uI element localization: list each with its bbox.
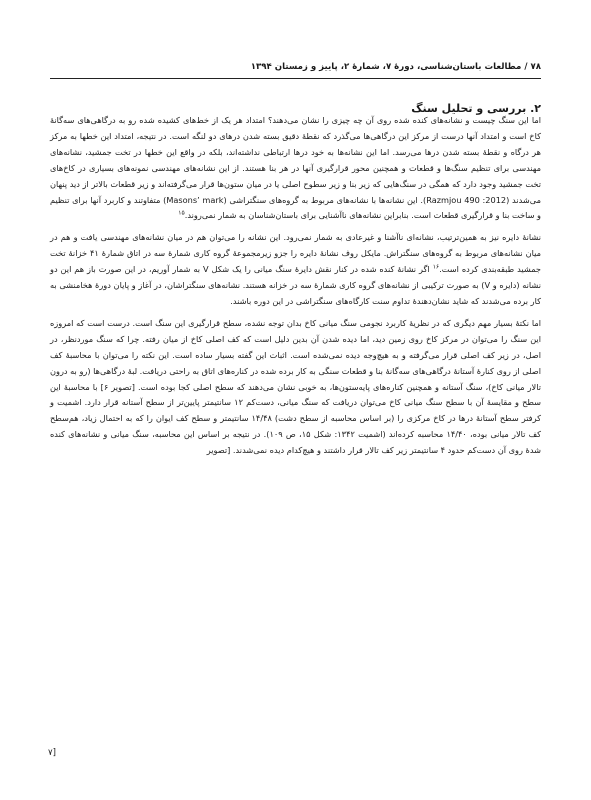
body-text <box>50 113 541 465</box>
paragraph-2 <box>50 230 541 310</box>
paragraph-1-text-b: 490 :2012). این نشانه‌ها با نشانه‌های مربوط به گروه‌های سنگتراشی (Masons’ mark) متفاوتند و کاربرد آنها برای تنظیم و ساخت بنا و قرارگیری قطعات است. بنابراین نشانه‌های ناآشنایی برای باستان‌شناسان به شمار نمی‌روند. <box>50 194 541 221</box>
paragraph-2-text-a: نشانهٔ دایره نیز به همین‌ترتیب، نشانه‌ای ناآشنا و غیرعادی به شمار نمی‌رود. این نشانه را می‌توان هم در میان نشانه‌های مهندسی یافت و هم در میان نشانه‌های مربوط به گروه‌های سنگتراش. مایکل روف نشانهٔ دایره را جزو زیرمجموعهٔ گروه کاری شمارهٔ سه در اتاق شمارهٔ ۴۱ خزانهٔ تخت جمشید طبقه‌بندی کرده است. <box>50 232 541 275</box>
paragraph-1 <box>50 113 541 224</box>
paragraph-3 <box>50 316 541 459</box>
running-header: ۷۸ / مطالعات باستان‌شناسی، دورهٔ ۷، شمارهٔ ۲، پاییز و زمستان ۱۳۹۴ <box>250 62 541 72</box>
paragraph-1-text-a: اما این سنگ چیست و نشانه‌های کنده شده روی آن چه چیزی را نشان می‌دهند؟ امتداد هر یک از خط‌های کشیده شده رو به درگاهی‌های سه‌گانهٔ کاخ است و امتداد آنها درست از مرکز این درگاهی‌ها می‌گذرد که نقطهٔ دقیق بسته شدن درهای دو لنگه است. در نتیجه، امتداد این خطها به مرکز هر درگاه و نقطهٔ بسته شدن درها می‌رسد. اما این نشانه‌ها به خود درها ارتباطی نداشته‌اند، بلکه در واقع این خطها در تخت جمشید، نشانه‌های مهندسی برای تنظیم سنگ‌ها و قطعات و همچنین محور قرارگیری آنها در هر بنا هستند. از این نشانه‌های مهندسی نمونه‌های بسیاری در کاخ‌های تخت جمشید وجود دارد که همگی در سنگ‌هایی که زیر بنا و زیر سطوح اصلی یا در میان ستون‌ها قرار می‌گرفته‌اند و زیر قطعات بالاتر از دید پنهان می‌شدند (Razmjou <box>50 115 541 205</box>
section-heading: ۲. بررسی و تحلیل سنگ <box>411 102 541 116</box>
header-divider <box>50 78 541 79</box>
footnote-marker-16[interactable]: ۱۶ <box>432 263 440 271</box>
footnote-marker-15[interactable]: ۱۵ <box>178 209 185 217</box>
paragraph-3-text: اما نکتهٔ بسیار مهم دیگری که در نظریهٔ کاربرد نجومی سنگ میانی کاخ بدان توجه نشده، سطح قرارگیری این سنگ است. درست است که امروزه این سنگ را می‌توان در مرکز کاخ روی زمین دید، اما دیده شدن آن بدین دلیل است که کف اصلی کاخ از میان رفته. چرا که سنگ موردنظر، در اصل، در زیر کف اصلی قرار می‌گرفته و به هیچ‌وجه دیده نمی‌شده است. اثبات این گفته بسیار ساده است. این نکته را می‌توان با محاسبهٔ کف اصلی از روی کنارهٔ آستانهٔ درگاهی‌های سه‌گانهٔ بنا و قطعات سنگی به کار برده شده در کناره‌های اتاق به راحتی دریافت. لبهٔ درگاهی‌ها (رو به درون تالار میانی کاخ)، سنگ آستانه و همچنین کناره‌های پایه‌ستون‌ها، به خوبی نشان می‌دهند که سطح اصلی کجا بوده است. [تصویر ۶] با محاسبهٔ این سطح و مقایسهٔ آن با سطح سنگ میانی کاخ می‌توان دریافت که سنگ میانی، دست‌کم ۱۲ سانتیمتر پایین‌تر از سطح آستانه قرار دارد. اشمیت و کرفتر سطح آستانهٔ درها در کاخ مرکزی را (بر اساس محاسبه از سطح دشت) ۱۴/۴۸ سانتیمتر و سطح کف ایوان را که به احتمال زیاد، هم‌سطح کف تالار میانی بوده، ۱۴/۴۰ محاسبه کرده‌اند (اشمیت ۱۳۴۲: شکل ۱۵، ص ۱۰۹). در نتیجه بر اساس این محاسبه، سنگ میانی و نشانه‌های کنده شدهٔ روی آن دست‌کم حدود ۴ سانتیمتر زیر کف تالار قرار داشتند و هیچ‌کدام دیده نمی‌شدند. [تصویر <box>50 317 542 456</box>
page-continuation-marker: [۷ <box>48 748 56 758</box>
paragraph-2-text-b: اگر نشانهٔ کنده شده در کنار نقش دایرهٔ سنگ میانی را یک شکل V به شمار آوریم، در این صورت باز هم این دو نشانه (دایره و V) به صورت ترکیبی از نشانه‌های گروه کاری شمارهٔ سه در خزانه هستند. نشانه‌های سنگتراشان، در آغاز و پایان دورهٔ هخامنشی به کار برده می‌شدند که شاید نشان‌دهندهٔ تداوم سنت کارگاه‌های سنگتراشی در این دوره باشند. <box>50 264 541 306</box>
